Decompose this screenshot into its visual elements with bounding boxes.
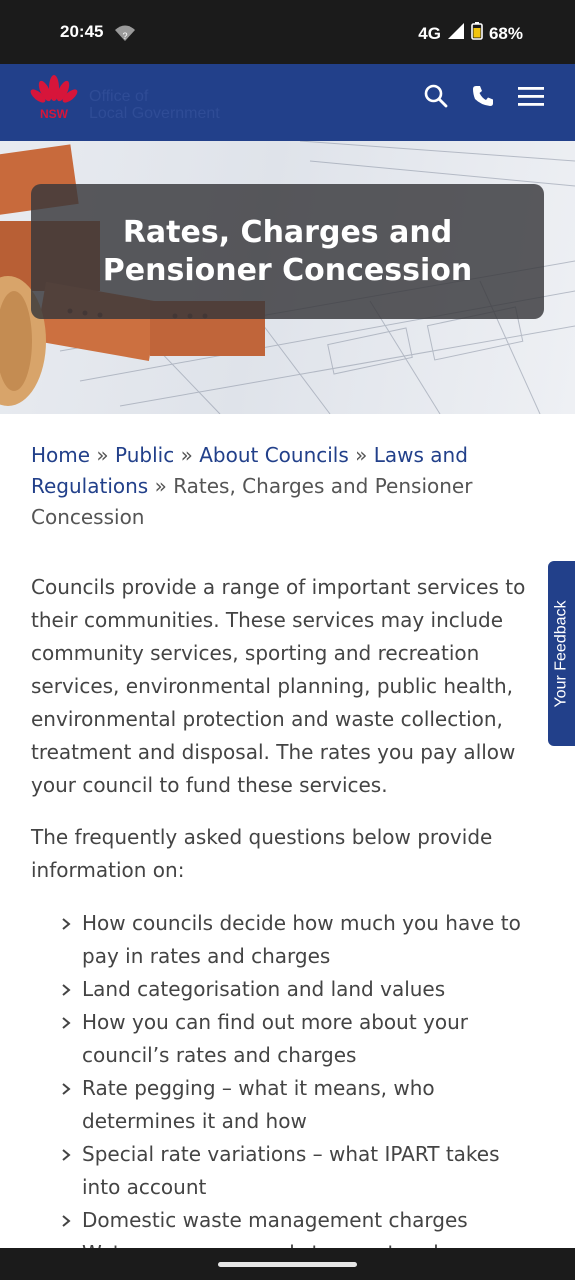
list-item[interactable]	[61, 1072, 541, 1138]
wifi-icon	[114, 24, 136, 47]
org-name	[89, 88, 220, 122]
breadcrumb-laws-and-regulations[interactable]: Laws and Regulations	[31, 443, 468, 498]
breadcrumb-home[interactable]: Home	[31, 443, 91, 467]
list-item-label: How councils decide how much you have to pay in rates and charges	[82, 911, 521, 968]
list-item-label: Domestic waste management charges	[82, 1208, 468, 1232]
breadcrumb-about-councils[interactable]: About Councils	[199, 443, 349, 467]
list-item[interactable]	[61, 1138, 541, 1204]
feedback-tab-label: Your Feedback	[552, 599, 570, 708]
nsw-logo[interactable]	[30, 72, 78, 126]
list-item-label: Land categorisation and land values	[82, 977, 446, 1001]
breadcrumb-separator: »	[180, 443, 193, 467]
home-gesture-handle[interactable]	[218, 1262, 357, 1267]
network-label: 4G	[418, 23, 441, 43]
breadcrumb-separator: »	[355, 443, 368, 467]
org-name-line1: Office of	[89, 88, 149, 105]
breadcrumb-separator: »	[154, 474, 167, 498]
site-header	[0, 64, 575, 141]
status-bar	[0, 0, 575, 64]
battery-icon	[471, 22, 483, 45]
hero-title-box	[31, 184, 544, 319]
breadcrumb-current: Rates, Charges and Pensioner Concession	[31, 474, 473, 529]
search-icon[interactable]	[423, 83, 449, 109]
faq-intro: The frequently asked questions below provide information on:	[31, 825, 493, 882]
chevron-right-icon	[61, 917, 71, 931]
list-item[interactable]	[61, 1006, 541, 1072]
chevron-right-icon	[61, 1148, 71, 1162]
phone-icon[interactable]	[470, 83, 496, 109]
list-item-label: Special rate variations – what IPART takes into account	[82, 1142, 500, 1199]
list-item[interactable]	[61, 907, 541, 973]
org-name-line2: Local Government	[89, 105, 220, 122]
faq-list	[61, 907, 541, 1270]
list-item-label: Rate pegging – what it means, who determines it and how	[82, 1076, 435, 1133]
chevron-right-icon	[61, 1214, 71, 1228]
list-item[interactable]	[61, 1204, 541, 1237]
chevron-right-icon	[61, 983, 71, 997]
intro-paragraph: Councils provide a range of important services to their communities. These services may include community services, sporting and recreation services, environmental planning, public health, environmental protection and waste collection, treatment and disposal. The rates you pay allow your council to fund these services.	[31, 575, 526, 797]
list-item[interactable]	[61, 973, 541, 1006]
feedback-tab[interactable]	[548, 561, 575, 746]
breadcrumb	[31, 440, 551, 533]
signal-icon	[447, 22, 465, 45]
status-right	[418, 22, 523, 45]
battery-percent: 68%	[488, 23, 523, 43]
nsw-logo-text: NSW	[40, 107, 68, 121]
breadcrumb-public[interactable]: Public	[115, 443, 175, 467]
menu-icon[interactable]	[518, 83, 544, 109]
svg-text:?: ?	[122, 31, 128, 41]
page-title: Rates, Charges and Pensioner Concession	[102, 214, 473, 288]
breadcrumb-separator: »	[96, 443, 109, 467]
hero-banner	[0, 141, 575, 414]
chevron-right-icon	[61, 1016, 71, 1030]
list-item-label: How you can find out more about your council’s rates and charges	[82, 1010, 469, 1067]
chevron-right-icon	[61, 1082, 71, 1096]
system-nav-bar	[0, 1248, 575, 1280]
status-time: 20:45	[60, 22, 104, 41]
